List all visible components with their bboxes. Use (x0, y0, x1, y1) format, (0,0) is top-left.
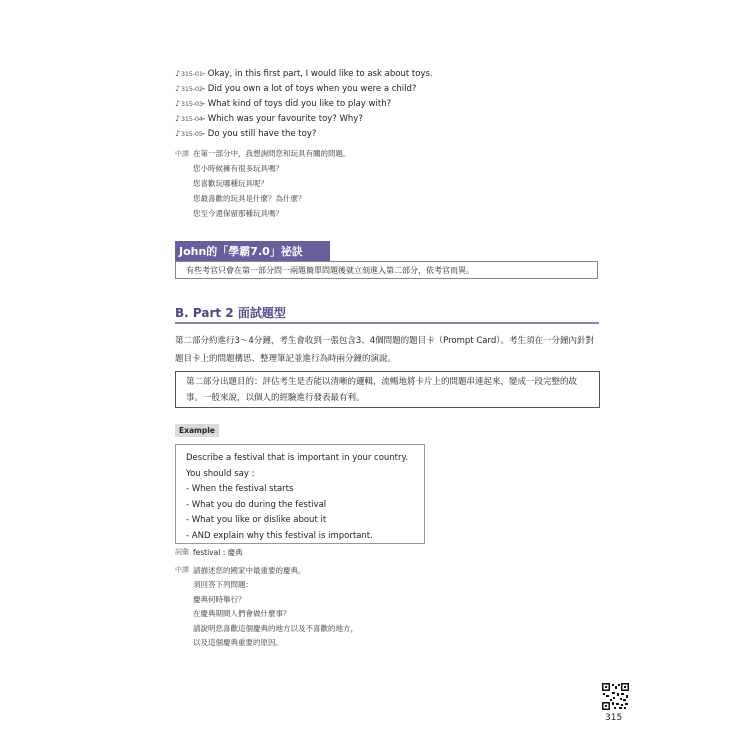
section-heading: B. Part 2 面試題型 (175, 306, 286, 320)
prompt-line: - When the festival starts (186, 484, 294, 494)
translation-tag: 中譯 (175, 149, 189, 158)
translation-line: 您小時候擁有很多玩具嗎？ (193, 164, 283, 173)
page-number: 315 (605, 713, 623, 723)
audio-line-text: - What kind of toys did you like to play with? (202, 98, 392, 109)
translation-block-2 (175, 563, 358, 650)
vocabulary-tag: 詞彙 (175, 548, 189, 556)
john-tip-title: John的「學霸7.0」祕訣 (175, 241, 330, 261)
prompt-line: You should say : (186, 468, 255, 479)
music-note-icon: ♪ (175, 114, 180, 123)
qr-code-icon[interactable] (602, 683, 629, 710)
music-note-icon: ♪ (175, 99, 180, 108)
music-note-icon: ♪ (175, 84, 180, 93)
prompt-line: - What you do during the festival (186, 499, 327, 510)
prompt-card (175, 444, 425, 544)
audio-line: ♪315-05 - Do you still have the toy? (175, 128, 317, 139)
translation-line: 您最喜歡的玩具是什麼？為什麼？ (193, 194, 306, 203)
translation-line: 慶典何時舉行？ (193, 594, 246, 604)
translation-line: 在慶典期間人們會做什麼事？ (193, 609, 291, 619)
prompt-line: - AND explain why this festival is important. (186, 530, 373, 541)
prompt-line: Describe a festival that is important in your country. (186, 453, 409, 463)
music-note-icon: ♪ (175, 69, 180, 78)
audio-line-text: - Okay, in this first part, I would like to ask about toys. (202, 68, 433, 79)
audio-line-text: - Which was your favourite toy? Why? (202, 113, 363, 124)
audio-line: ♪315-02 - Did you own a lot of toys when you were a child? (175, 83, 417, 94)
heading-divider (175, 322, 599, 324)
translation-line: 您至今還保留那種玩具嗎？ (193, 209, 283, 218)
music-note-icon: ♪ (175, 129, 180, 138)
translation-block (175, 146, 351, 221)
translation-line: 請說明您喜歡這個慶典的地方以及不喜歡的地方， (193, 623, 358, 633)
translation-line: 須回答下列問題： (193, 580, 253, 590)
audio-question-list (175, 66, 433, 141)
john-tip-box (175, 261, 598, 279)
audio-line-text: - Did you own a lot of toys when you were a child? (202, 83, 417, 94)
translation-line: 在第一部分中，我想詢問您和玩具有關的問題。 (193, 149, 351, 158)
purpose-box: 第二部分出題目的：評估考生是否能以清晰的邏輯，流暢地將卡片上的問題串連起來，變成一段完整的故事。一般來說，以個人的經驗進行發表最有利。 (175, 371, 600, 408)
example-label: Example (175, 424, 219, 437)
translation-tag: 中譯 (175, 566, 189, 575)
audio-line: ♪315-01 - Okay, in this first part, I would like to ask about toys. (175, 68, 433, 79)
translation-line: 以及這個慶典重要的原因。 (193, 638, 283, 648)
vocabulary-row (175, 547, 243, 558)
audio-line-text: - Do you still have the toy? (202, 128, 317, 139)
vocabulary-text: festival : 慶典 (193, 548, 243, 557)
section-paragraph: 第二部分約進行3～4分鐘，考生會收到一張包含3、4個問題的題目卡（Prompt Card）。考生須在一分鐘內針對題目卡上的問題構思、整理筆記並進行為時兩分鐘的演說。 (175, 336, 594, 364)
audio-line: ♪315-03 - What kind of toys did you like to play with? (175, 98, 392, 109)
john-tip-text: 有些考官只會在第一部分問一兩題簡單問題後就立刻進入第二部分，依考官而異。 (186, 265, 474, 275)
prompt-line: - What you like or dislike about it (186, 515, 327, 525)
translation-line: 您喜歡玩哪種玩具呢？ (193, 179, 268, 188)
translation-line: 請描述您的國家中最重要的慶典。 (193, 565, 306, 575)
audio-line: ♪315-04 - Which was your favourite toy? Why? (175, 113, 363, 124)
